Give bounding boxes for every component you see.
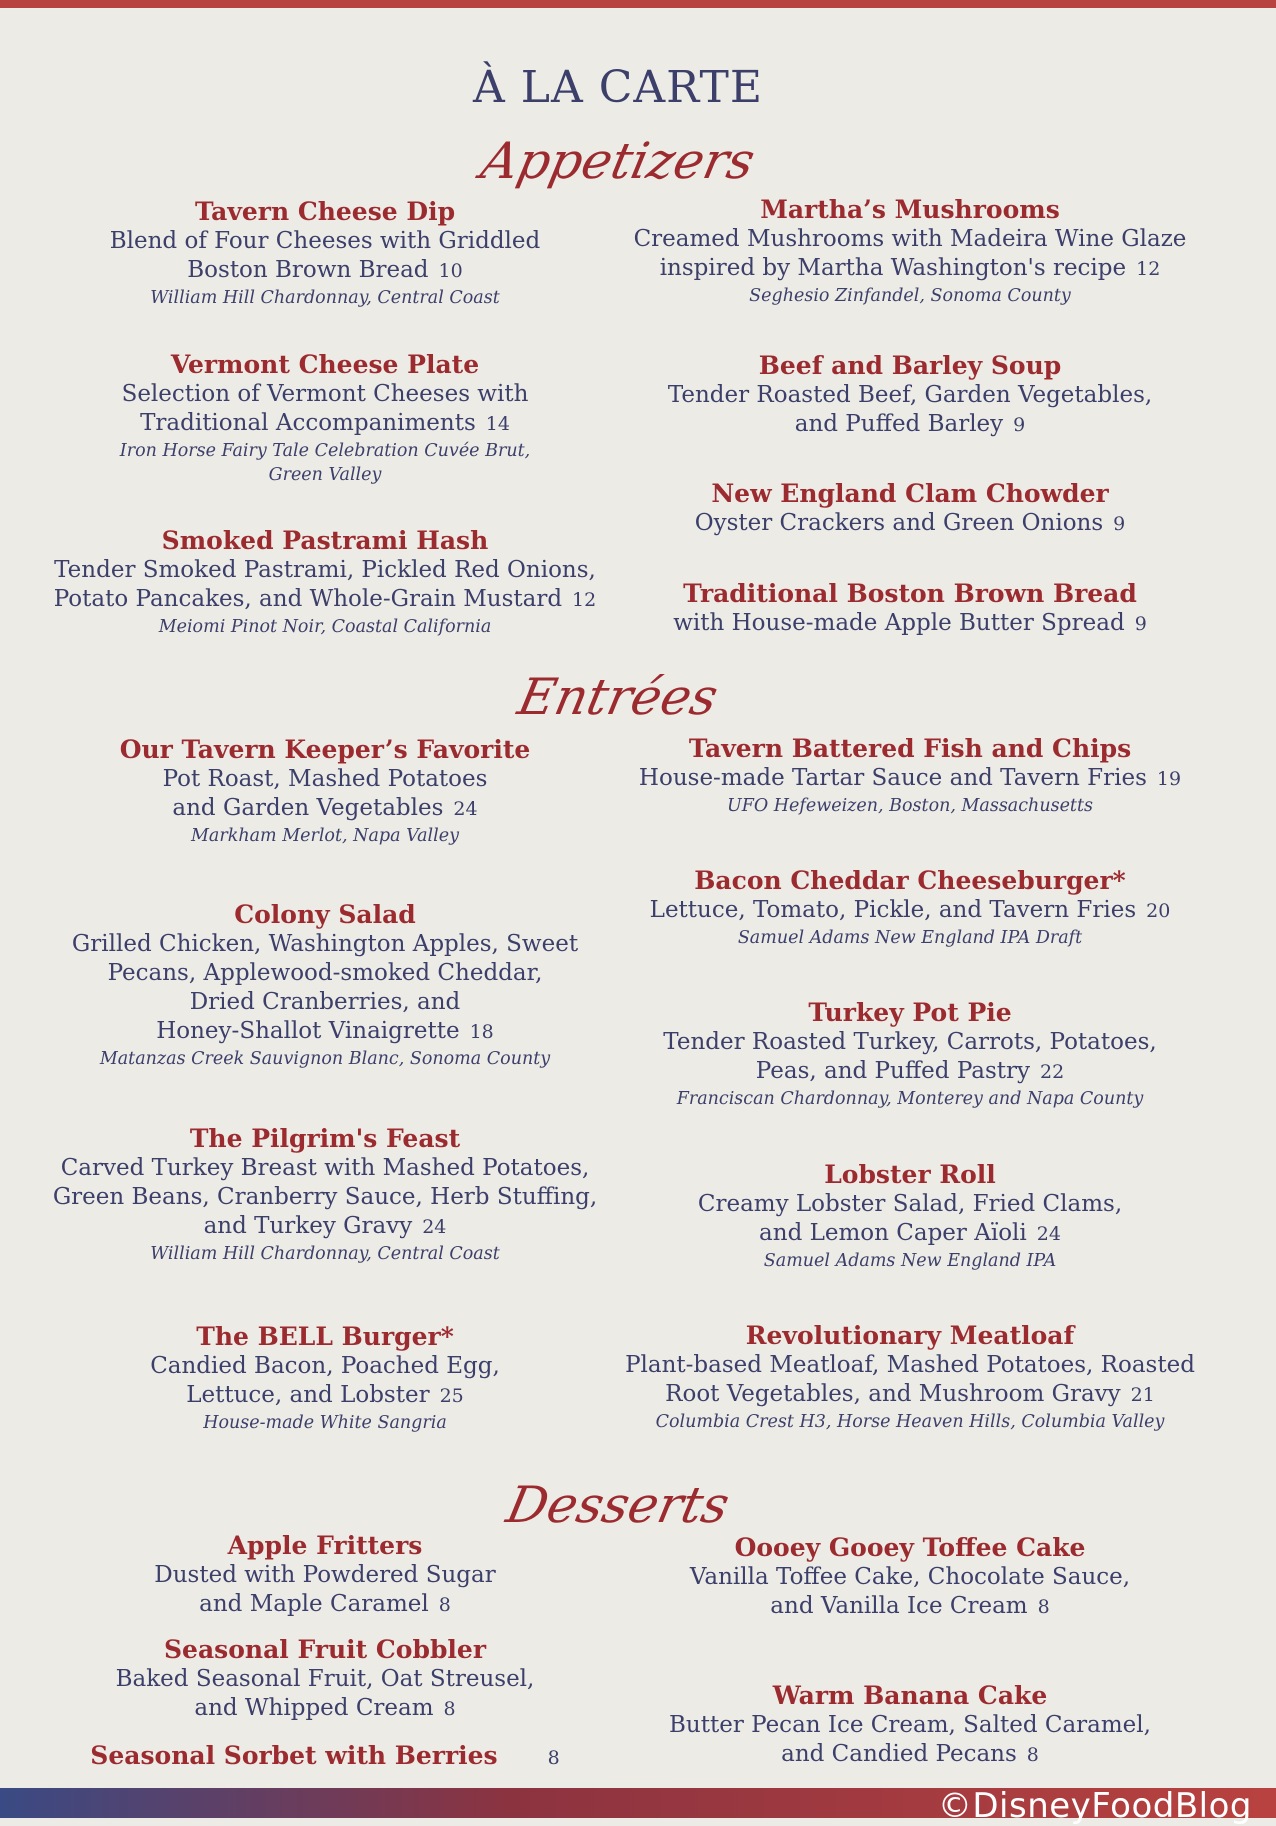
item-description: Tender Roasted Beef, Garden Vegetables, and Puffed Barley 9 bbox=[667, 382, 1153, 437]
menu-item bbox=[40, 349, 610, 487]
item-name: Beef and Barley Soup bbox=[758, 351, 1062, 380]
item-description: Tender Smoked Pastrami, Pickled Red Onions, Potato Pancakes, and Whole-Grain Mustard 12 bbox=[53, 557, 597, 612]
item-name: Lobster Roll bbox=[824, 1160, 996, 1189]
item-description: Blend of Four Cheeses with Griddled Boston Brown Bread 10 bbox=[109, 228, 541, 283]
wine-pairing: Iron Horse Fairy Tale Celebration Cuvée Brut, Green Valley bbox=[119, 441, 531, 485]
item-description: Lettuce, Tomato, Pickle, and Tavern Fries 20 bbox=[649, 897, 1171, 923]
menu-item bbox=[620, 865, 1200, 950]
menu-item-sorbet bbox=[40, 1740, 610, 1771]
item-price: 24 bbox=[453, 798, 478, 820]
item-description: Butter Pecan Ice Cream, Salted Caramel, and Candied Pecans 8 bbox=[669, 1712, 1151, 1767]
menu-item bbox=[620, 578, 1200, 639]
item-price: 9 bbox=[1013, 414, 1026, 436]
menu-item bbox=[620, 733, 1200, 818]
item-description: Creamed Mushrooms with Madeira Wine Glaze inspired by Martha Washington's recipe 12 bbox=[633, 226, 1187, 281]
menu-item bbox=[40, 196, 610, 310]
menu-item bbox=[40, 525, 610, 639]
item-description: Dusted with Powdered Sugar and Maple Caramel 8 bbox=[154, 1562, 496, 1617]
wine-pairing: Samuel Adams New England IPA Draft bbox=[737, 928, 1083, 948]
wine-pairing: William Hill Chardonnay, Central Coast bbox=[150, 288, 500, 308]
wine-pairing: House-made White Sangria bbox=[203, 1413, 447, 1433]
wine-pairing: Franciscan Chardonnay, Monterey and Napa County bbox=[676, 1089, 1144, 1109]
item-price: 14 bbox=[485, 413, 510, 435]
item-price: 25 bbox=[439, 1385, 464, 1407]
item-name: Our Tavern Keeper’s Favorite bbox=[119, 735, 531, 764]
watermark: ©DisneyFoodBlog bbox=[937, 1786, 1252, 1826]
item-description: Grilled Chicken, Washington Apples, Sweet Pecans, Applewood-smoked Cheddar, Dried Cranberries, and Honey-Shallot Vinaigrette 18 bbox=[71, 931, 579, 1044]
item-name: Oooey Gooey Toffee Cake bbox=[734, 1533, 1086, 1562]
item-name: Martha’s Mushrooms bbox=[760, 195, 1060, 224]
menu-item bbox=[620, 1320, 1200, 1434]
item-name: The Pilgrim's Feast bbox=[189, 1124, 461, 1153]
item-description: Pot Roast, Mashed Potatoes and Garden Vegetables 24 bbox=[162, 766, 488, 821]
menu-item bbox=[620, 350, 1200, 440]
item-name: Tavern Cheese Dip bbox=[194, 197, 456, 226]
item-name: Traditional Boston Brown Bread bbox=[683, 579, 1137, 608]
item-description: Baked Seasonal Fruit, Oat Streusel, and Whipped Cream 8 bbox=[115, 1666, 535, 1721]
wine-pairing: Meiomi Pinot Noir, Coastal California bbox=[158, 617, 492, 637]
desserts-heading: Desserts bbox=[501, 1476, 735, 1534]
menu-item bbox=[40, 1321, 610, 1435]
item-name: Apple Fritters bbox=[227, 1531, 423, 1560]
menu-item bbox=[620, 1159, 1200, 1273]
item-name: Tavern Battered Fish and Chips bbox=[688, 734, 1132, 763]
wine-pairing: Samuel Adams New England IPA bbox=[763, 1251, 1057, 1271]
item-price: 12 bbox=[572, 589, 597, 611]
menu-item bbox=[40, 899, 610, 1071]
menu-item bbox=[40, 1123, 610, 1266]
item-description: Vanilla Toffee Cake, Chocolate Sauce, and Vanilla Ice Cream 8 bbox=[689, 1564, 1131, 1619]
entrees-heading: Entrées bbox=[513, 668, 723, 726]
item-price: 8 bbox=[1037, 1596, 1050, 1618]
item-name: Smoked Pastrami Hash bbox=[161, 526, 489, 555]
item-price: 18 bbox=[469, 1021, 494, 1043]
item-price: 24 bbox=[422, 1216, 447, 1238]
item-price: 10 bbox=[438, 260, 463, 282]
item-description: Selection of Vermont Cheeses with Traditional Accompaniments 14 bbox=[121, 381, 529, 436]
item-description: Plant-based Meatloaf, Mashed Potatoes, Roasted Root Vegetables, and Mushroom Gravy 21 bbox=[625, 1352, 1195, 1407]
item-description: Tender Roasted Turkey, Carrots, Potatoes, Peas, and Puffed Pastry 22 bbox=[663, 1029, 1157, 1084]
item-description: Oyster Crackers and Green Onions 9 bbox=[694, 510, 1126, 536]
wine-pairing: William Hill Chardonnay, Central Coast bbox=[150, 1244, 500, 1264]
item-name: Colony Salad bbox=[234, 900, 416, 929]
item-price: 12 bbox=[1136, 258, 1161, 280]
item-price: 8 bbox=[438, 1594, 451, 1616]
menu-item bbox=[620, 1680, 1200, 1770]
item-price: 22 bbox=[1040, 1061, 1065, 1083]
item-price: 8 bbox=[443, 1698, 456, 1720]
menu-item bbox=[40, 1530, 610, 1620]
item-description: House-made Tartar Sauce and Tavern Fries 19 bbox=[638, 765, 1182, 791]
item-name: Bacon Cheddar Cheeseburger* bbox=[694, 866, 1126, 895]
wine-pairing: Markham Merlot, Napa Valley bbox=[191, 826, 459, 846]
top-border bbox=[0, 0, 1276, 8]
item-price: 24 bbox=[1036, 1223, 1061, 1245]
item-name: Seasonal Fruit Cobbler bbox=[164, 1635, 486, 1664]
item-description: with House-made Apple Butter Spread 9 bbox=[673, 610, 1147, 636]
wine-pairing: Columbia Crest H3, Horse Heaven Hills, Columbia Valley bbox=[655, 1412, 1165, 1432]
menu-item bbox=[40, 734, 610, 848]
item-price: 21 bbox=[1130, 1384, 1155, 1406]
item-name: Turkey Pot Pie bbox=[808, 998, 1012, 1027]
page-title: À LA CARTE bbox=[472, 62, 763, 113]
item-name: New England Clam Chowder bbox=[711, 479, 1109, 508]
item-description: Creamy Lobster Salad, Fried Clams, and Lemon Caper Aïoli 24 bbox=[697, 1191, 1123, 1246]
wine-pairing: UFO Hefeweizen, Boston, Massachusetts bbox=[727, 796, 1093, 816]
item-name: Vermont Cheese Plate bbox=[170, 350, 480, 379]
item-price: 9 bbox=[1113, 513, 1126, 535]
item-description: Carved Turkey Breast with Mashed Potatoes, Green Beans, Cranberry Sauce, Herb Stuffing, and Turkey Gravy 24 bbox=[52, 1155, 598, 1239]
item-name: Seasonal Sorbet with Berries bbox=[90, 1741, 498, 1770]
item-description: Candied Bacon, Poached Egg, Lettuce, and Lobster 25 bbox=[150, 1353, 500, 1408]
menu-item bbox=[620, 997, 1200, 1111]
menu-item bbox=[620, 478, 1200, 539]
item-price: 9 bbox=[1134, 613, 1147, 635]
item-name: Revolutionary Meatloaf bbox=[745, 1321, 1075, 1350]
item-price: 8 bbox=[1026, 1744, 1039, 1766]
wine-pairing: Seghesio Zinfandel, Sonoma County bbox=[749, 286, 1071, 306]
menu-item bbox=[620, 1532, 1200, 1622]
appetizers-heading: Appetizers bbox=[476, 132, 760, 190]
item-price: 19 bbox=[1156, 768, 1182, 790]
item-price: 8 bbox=[547, 1747, 560, 1769]
wine-pairing: Matanzas Creek Sauvignon Blanc, Sonoma County bbox=[99, 1049, 551, 1069]
menu-item bbox=[620, 194, 1200, 308]
menu-item bbox=[40, 1634, 610, 1724]
item-price: 20 bbox=[1146, 900, 1171, 922]
item-name: The BELL Burger* bbox=[196, 1322, 454, 1351]
item-name: Warm Banana Cake bbox=[772, 1681, 1048, 1710]
